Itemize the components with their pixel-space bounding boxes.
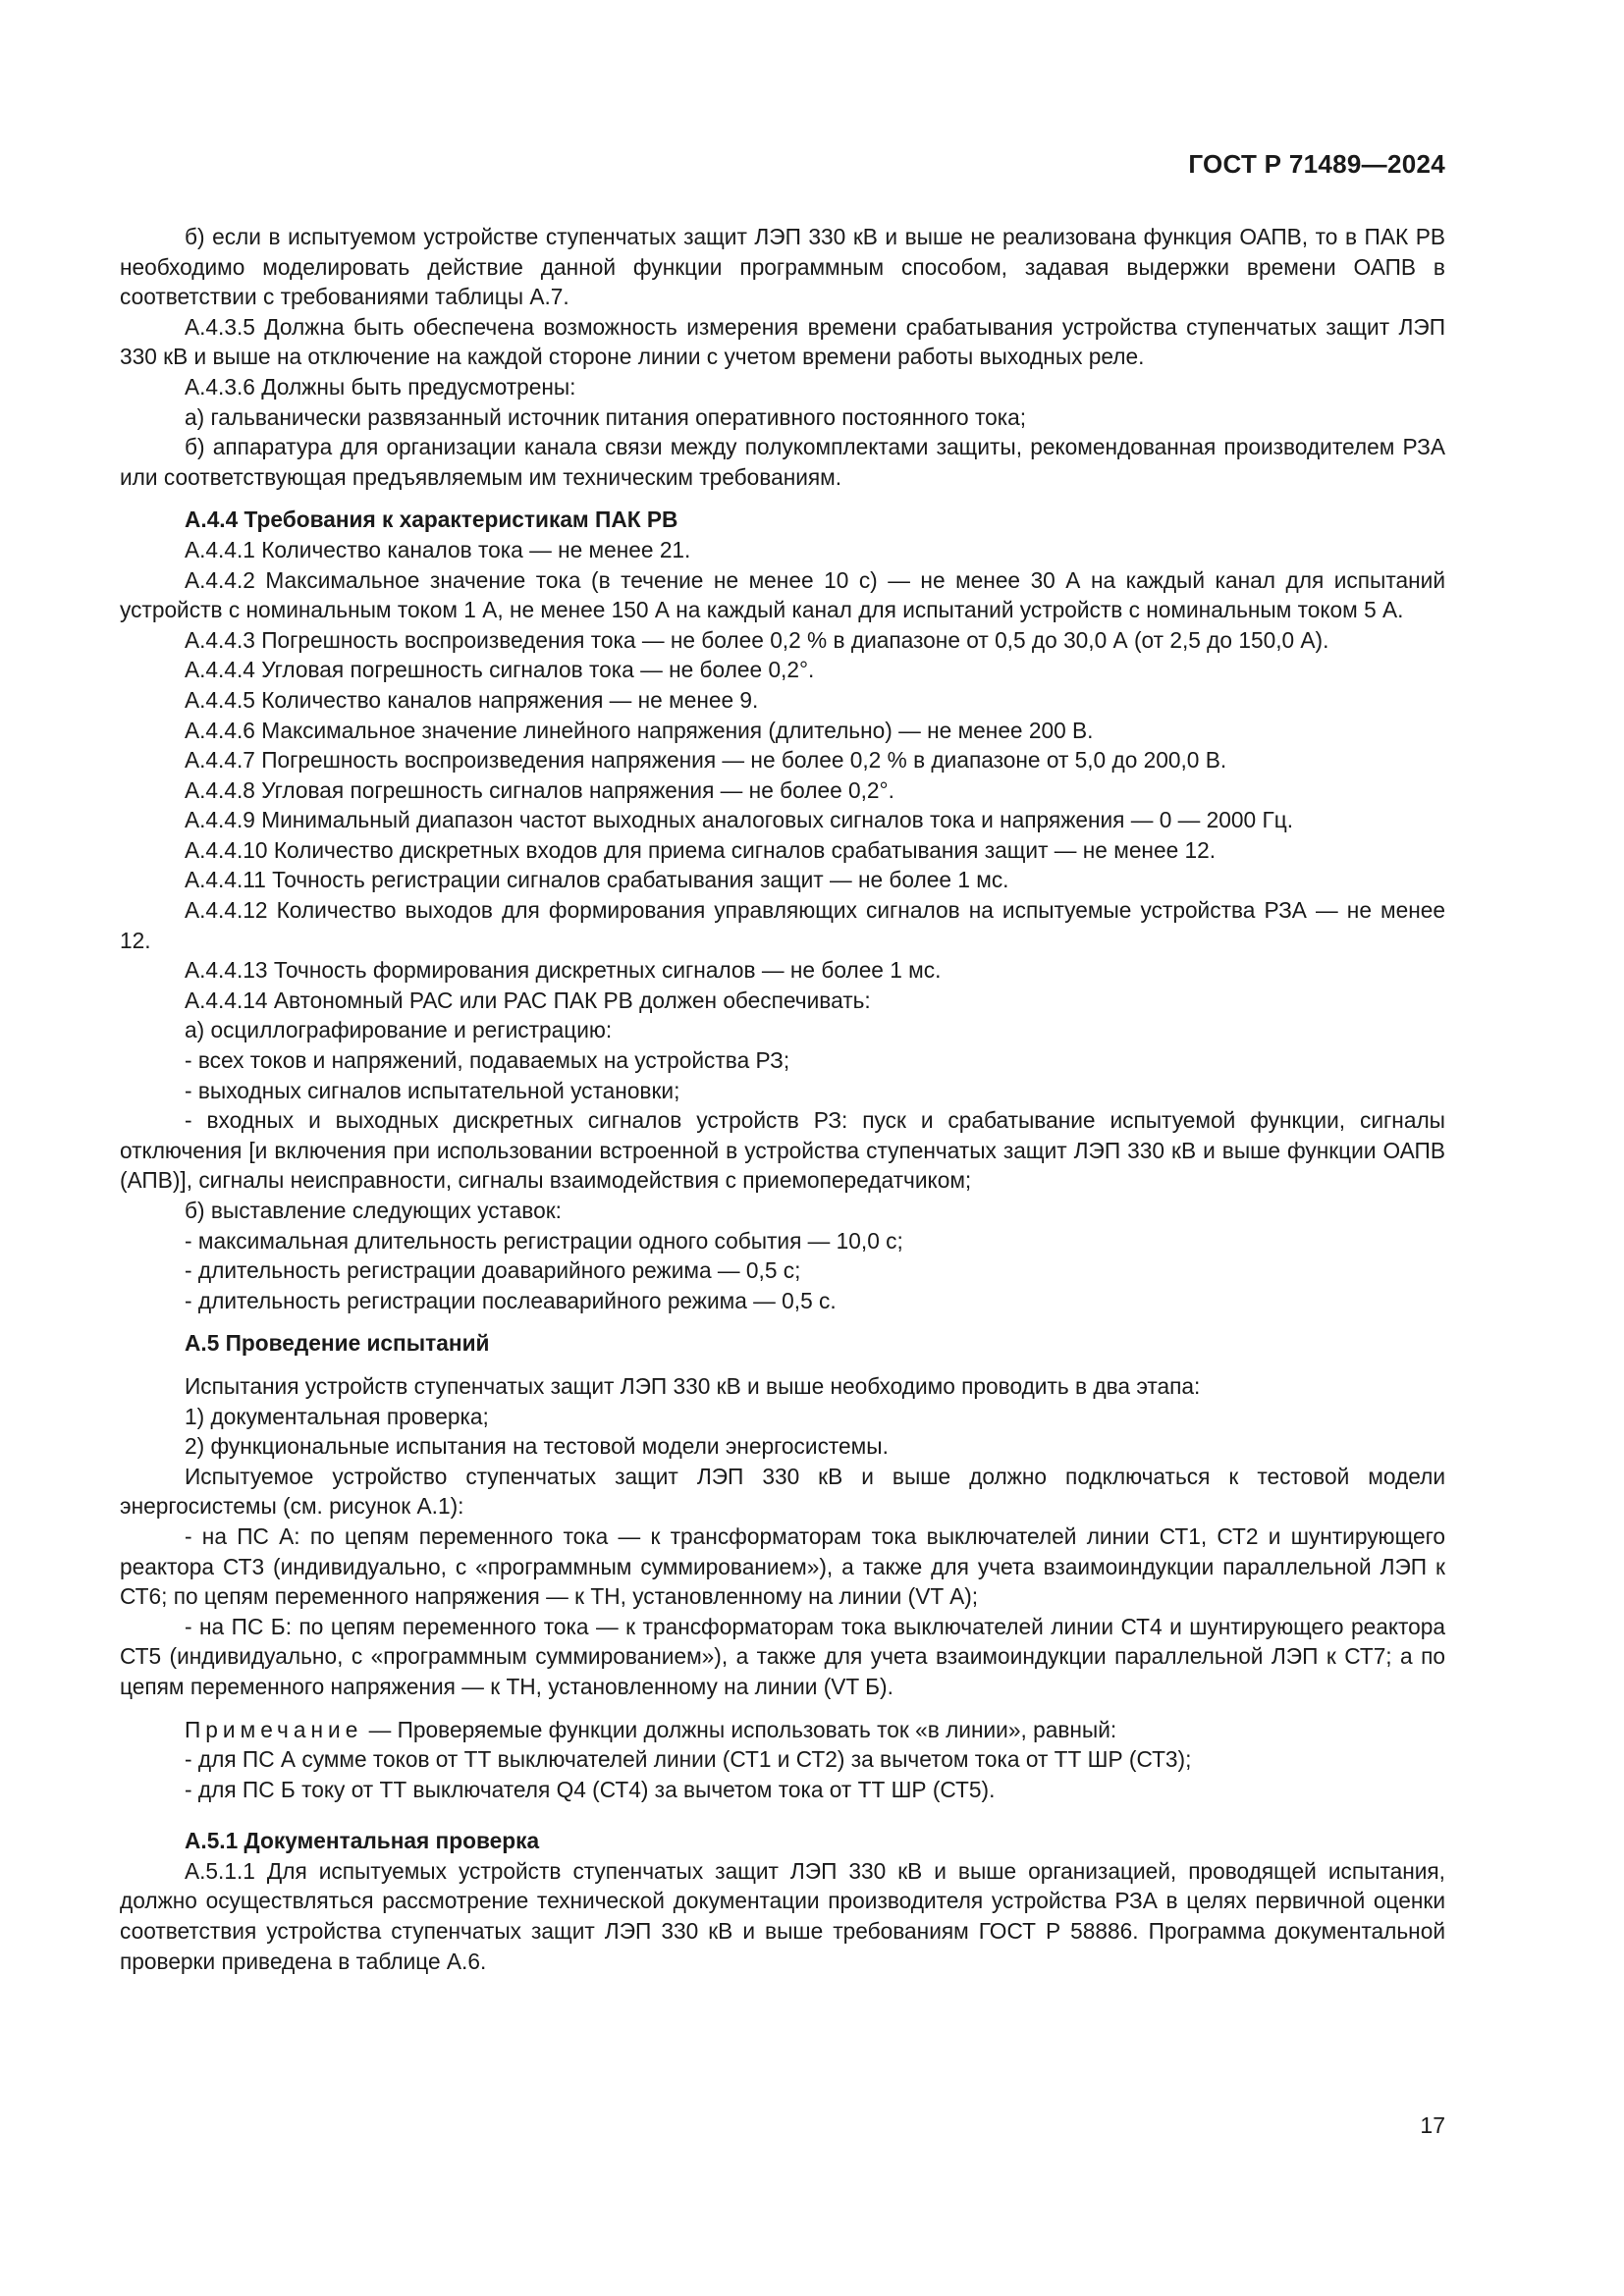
paragraph: Испытуемое устройство ступенчатых защит ЛЭП 330 кВ и выше должно подключаться к тестовой модели энергосистемы (см. рисунок А.1): (120, 1463, 1445, 1520)
list-item: а) гальванически развязанный источник питания оперативного постоянного тока; (185, 403, 1027, 430)
list-item: - для ПС Б току от ТТ выключателя Q4 (СТ4) за вычетом тока от ТТ ШР (СТ5). (185, 1776, 996, 1802)
list-item: - длительность регистрации доаварийного режима — 0,5 с; (185, 1257, 801, 1284)
paragraph: А.4.4.1 Количество каналов тока — не менее 21. (185, 536, 691, 562)
list-item: б) аппаратура для организации канала связи между полукомплектами защиты, рекомендованная производителем РЗА или соответствующая предъявляемым им техническим требованиям. (120, 434, 1445, 490)
list-item: - для ПС А сумме токов от ТТ выключателей линии (СТ1 и СТ2) за вычетом тока от ТТ ШР (СТ3); (185, 1746, 1192, 1773)
paragraph: А.5.1.1 Для испытуемых устройств ступенчатых защит ЛЭП 330 кВ и выше организацией, проводящей испытания, должно осуществляться рассмотрение технической документации производителя устройства РЗА в целях первичной оценки соответствия устройства ступенчатых защит ЛЭП 330 кВ и выше требованиям ГОСТ Р 58886. Программа документальной проверки приведена в таблице А.6. (120, 1857, 1445, 1974)
paragraph: А.4.4.3 Погрешность воспроизведения тока — не более 0,2 % в диапазоне от 0,5 до 30,0 А (от 2,5 до 150,0 А). (185, 626, 1329, 653)
list-item: а) осциллографирование и регистрацию: (185, 1017, 613, 1043)
paragraph: А.4.4.13 Точность формирования дискретных сигналов — не более 1 мс. (185, 957, 942, 984)
paragraph: Испытания устройств ступенчатых защит ЛЭП 330 кВ и выше необходимо проводить в два этапа: (185, 1372, 1201, 1399)
paragraph: А.4.4.6 Максимальное значение линейного напряжения (длительно) — не менее 200 В. (185, 717, 1094, 743)
note (120, 1715, 1445, 1745)
paragraph: А.4.4.2 Максимальное значение тока (в течение не менее 10 с) — не менее 30 А на каждый канал для испытаний устройств с номинальным током 1 А, не менее 150 А на каждый канал для испытаний устройств с номинальным током 5 А. (120, 566, 1445, 623)
section-heading: А.4.4 Требования к характеристикам ПАК РВ (185, 507, 678, 533)
list-item: - на ПС Б: по цепям переменного тока — к трансформаторам тока выключателей линии СТ4 и шунтирующего реактора СТ5 (индивидуально, с «программным суммированием»), а также для учета взаимоиндукции параллельной ЛЭП к СТ7; а по цепям переменного напряжения — к ТН, установленному на линии (VT Б). (120, 1613, 1445, 1699)
list-item: - максимальная длительность регистрации одного события — 10,0 с; (185, 1227, 903, 1254)
paragraph: А.4.4.8 Угловая погрешность сигналов напряжения — не более 0,2°. (185, 776, 894, 803)
paragraph: А.4.4.12 Количество выходов для формирования управляющих сигналов на испытуемые устройства РЗА — не менее 12. (120, 897, 1445, 953)
paragraph: А.4.4.4 Угловая погрешность сигналов тока — не более 0,2°. (185, 657, 815, 683)
paragraph: А.4.4.14 Автономный РАС или РАС ПАК РВ должен обеспечивать: (185, 987, 871, 1013)
page-number: 17 (1420, 2112, 1445, 2138)
paragraph: б) если в испытуемом устройстве ступенчатых защит ЛЭП 330 кВ и выше не реализована функция ОАПВ, то в ПАК РВ необходимо моделировать действие данной функции программным способом, задавая выдержки времени ОАПВ в соответствии с требованиями таблицы А.7. (120, 224, 1445, 310)
list-item: - входных и выходных дискретных сигналов устройств РЗ: пуск и срабатывание испытуемой функции, сигналы отключения [и включения при использовании встроенной в устройства ступенчатых защит ЛЭП 330 кВ и выше функции ОАПВ (АПВ)], сигналы неисправности, сигналы взаимодействия с приемопередатчиком; (120, 1107, 1445, 1194)
list-item: б) выставление следующих уставок: (185, 1198, 562, 1223)
list-item: - на ПС А: по цепям переменного тока — к трансформаторам тока выключателей линии СТ1, СТ2 и шунтирующего реактора СТ3 (индивидуально, с «программным суммированием»), а также для учета взаимоиндукции параллельной ЛЭП к СТ6; по цепям переменного напряжения — к ТН, установленному на линии (VT А); (120, 1522, 1445, 1610)
page-body (120, 222, 1445, 1976)
list-item: - всех токов и напряжений, подаваемых на устройства РЗ; (185, 1047, 790, 1074)
note-text: — Проверяемые функции должны использовать ток «в линии», равный: (362, 1716, 1117, 1742)
note-label: Примечание (185, 1716, 363, 1742)
paragraph: А.4.4.11 Точность регистрации сигналов срабатывания защит — не более 1 мс. (185, 867, 1009, 893)
section-heading: А.5 Проведение испытаний (185, 1330, 490, 1357)
list-item: - выходных сигналов испытательной установки; (185, 1077, 680, 1103)
paragraph: А.4.3.5 Должна быть обеспечена возможность измерения времени срабатывания устройства ступенчатых защит ЛЭП 330 кВ и выше на отключение на каждой стороне линии с учетом времени работы выходных реле. (120, 313, 1445, 370)
paragraph: А.4.3.6 Должны быть предусмотрены: (185, 373, 576, 400)
document-id: ГОСТ Р 71489—2024 (1188, 149, 1445, 179)
paragraph: А.4.4.5 Количество каналов напряжения — не менее 9. (185, 686, 759, 713)
list-item: 1) документальная проверка; (185, 1403, 489, 1429)
section-heading: А.5.1 Документальная проверка (185, 1828, 540, 1854)
paragraph: А.4.4.9 Минимальный диапазон частот выходных аналоговых сигналов тока и напряжения — 0 — 2000 Гц. (185, 807, 1294, 833)
paragraph: А.4.4.10 Количество дискретных входов для приема сигналов срабатывания защит — не менее 12. (185, 836, 1217, 863)
list-item: 2) функциональные испытания на тестовой модели энергосистемы. (185, 1433, 889, 1460)
list-item: - длительность регистрации послеаварийного режима — 0,5 с. (185, 1287, 837, 1313)
paragraph: А.4.4.7 Погрешность воспроизведения напряжения — не более 0,2 % в диапазоне от 5,0 до 200,0 В. (185, 747, 1227, 774)
